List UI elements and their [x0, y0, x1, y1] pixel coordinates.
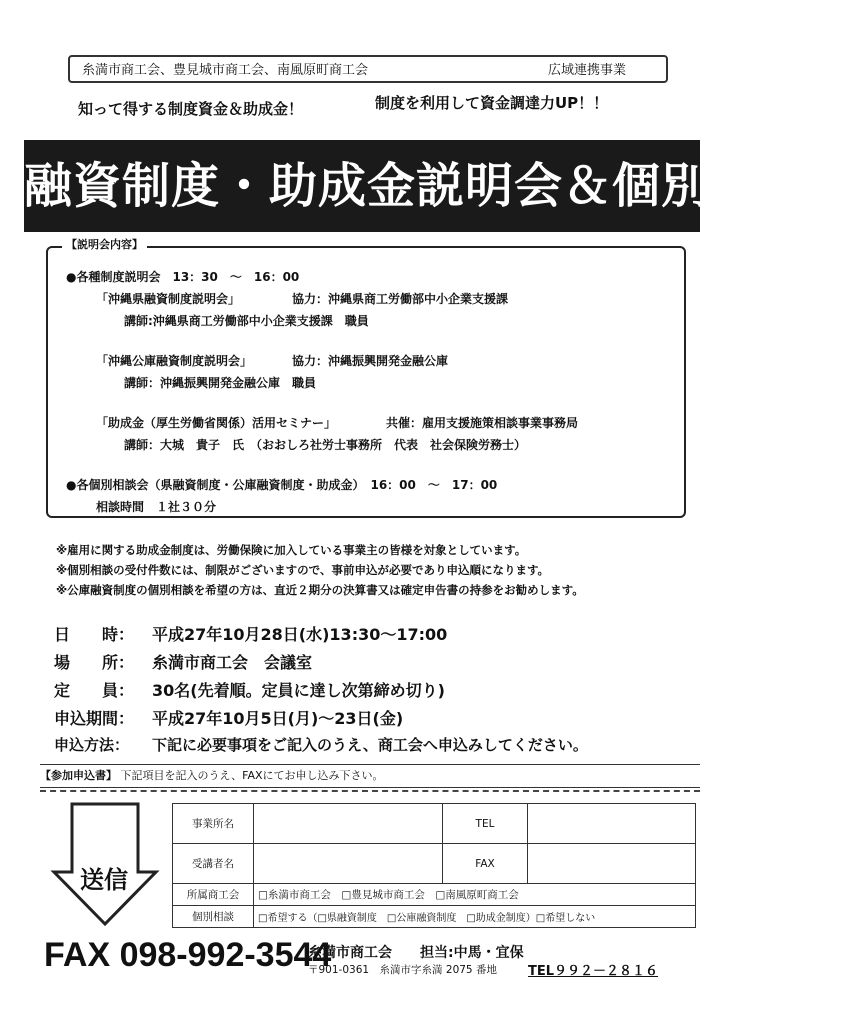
session2-line: ●各個別相談会（県融資制度・公庫融資制度・助成金） 16：00 ～ 17：00	[66, 478, 498, 492]
fax-label: FAX	[443, 844, 528, 884]
consult-label: 個別相談	[173, 906, 254, 928]
chamber-label: 所属商工会	[173, 884, 254, 906]
item2-name: 「沖縄公庫融資制度説明会」	[96, 354, 253, 368]
registration-label: 【参加申込書】	[40, 769, 117, 782]
header-box	[68, 55, 668, 83]
footer-address: 〒901-0361 糸満市字糸満 2075 番地	[308, 964, 497, 976]
detail-period-value: 平成27年10月5日(月)～23日(金)	[152, 709, 404, 728]
item2-coop: 協力：沖縄振興開発金融公庫	[292, 354, 449, 368]
attendee-label: 受講者名	[173, 844, 254, 884]
detail-period	[54, 706, 403, 729]
note-3: ※公庫融資制度の個別相談を希望の方は、直近２期分の決算書又は確定申告書の持参をお勧めします。	[56, 583, 584, 597]
detail-date-value: 平成27年10月28日(水)13:30～17:00	[152, 625, 448, 644]
item3-coop: 共催：雇用支援施策相談事業事務局	[386, 416, 579, 430]
registration-form	[172, 803, 696, 928]
detail-capacity-label: 定 員：	[54, 681, 135, 700]
detail-date-label: 日 時：	[54, 625, 135, 644]
detail-date	[54, 622, 447, 645]
header-orgs: 糸満市商工会、豊見城市商工会、南風原町商工会	[82, 63, 369, 78]
attendee-field[interactable]	[254, 844, 443, 884]
page-title: 融資制度・助成金説明会＆個別相談会	[24, 140, 700, 232]
footer-org: 糸満市商工会 担当:中馬・宜保	[308, 945, 524, 961]
header-project: 広域連携事業	[547, 63, 626, 78]
detail-period-label: 申込期間：	[54, 709, 135, 728]
content-label: 【説明会内容】	[62, 236, 147, 252]
business-name-label: 事業所名	[173, 804, 254, 844]
footer-fax: FAX 098-992-3544	[44, 936, 332, 974]
detail-place-value: 糸満市商工会 会議室	[152, 653, 313, 672]
item3-speaker: 講師：大城 貴子 氏 （おおしろ社労士事務所 代表 社会保険労務士）	[124, 438, 527, 452]
detail-method-label: 申込方法：	[54, 736, 130, 754]
detail-method	[54, 734, 588, 755]
item3-name: 「助成金（厚生労働省関係）活用セミナー」	[96, 416, 337, 430]
registration-instruction: 下記項目を記入のうえ、FAXにてお申し込み下さい。	[120, 769, 384, 782]
consult-time: 相談時間 １社３０分	[96, 500, 217, 514]
session1-line: ●各種制度説明会 13：30 ～ 16：00	[66, 270, 300, 284]
tagline-right: 制度を利用して資金調達力UP！！	[375, 94, 609, 112]
tel-label: TEL	[443, 804, 528, 844]
item1-speaker: 講師:沖縄県商工労働部中小企業支援課 職員	[124, 314, 369, 328]
detail-place-label: 場 所：	[54, 653, 135, 672]
item2-speaker: 講師：沖縄振興開発金融公庫 職員	[124, 376, 317, 390]
tel-field[interactable]	[528, 804, 696, 844]
note-2: ※個別相談の受付件数には、制限がございますので、事前申込が必要であり申込順になります。	[56, 563, 550, 577]
detail-method-value: 下記に必要事項をご記入のうえ、商工会へ申込みしてください。	[152, 736, 588, 754]
note-1: ※雇用に関する助成金制度は、労働保険に加入している事業主の皆様を対象としています。	[56, 543, 527, 557]
cut-line	[40, 790, 700, 792]
item1-coop: 協力：沖縄県商工労働部中小企業支援課	[292, 292, 509, 306]
business-name-field[interactable]	[254, 804, 443, 844]
detail-capacity-value: 30名(先着順。定員に達し次第締め切り)	[152, 681, 445, 700]
item1-name: 「沖縄県融資制度説明会」	[96, 292, 241, 306]
fax-field[interactable]	[528, 844, 696, 884]
consult-options[interactable]: □希望する（□県融資制度 □公庫融資制度 □助成金制度）□希望しない	[254, 906, 696, 928]
send-label: 送信	[80, 866, 128, 894]
tagline-left: 知って得する制度資金＆助成金！	[78, 100, 304, 118]
footer-tel: TEL９９２－２８１６	[528, 964, 659, 979]
chamber-options[interactable]: □糸満市商工会 □豊見城市商工会 □南風原町商工会	[254, 884, 696, 906]
detail-capacity	[54, 678, 445, 701]
registration-bar	[40, 764, 700, 788]
detail-place	[54, 650, 312, 673]
